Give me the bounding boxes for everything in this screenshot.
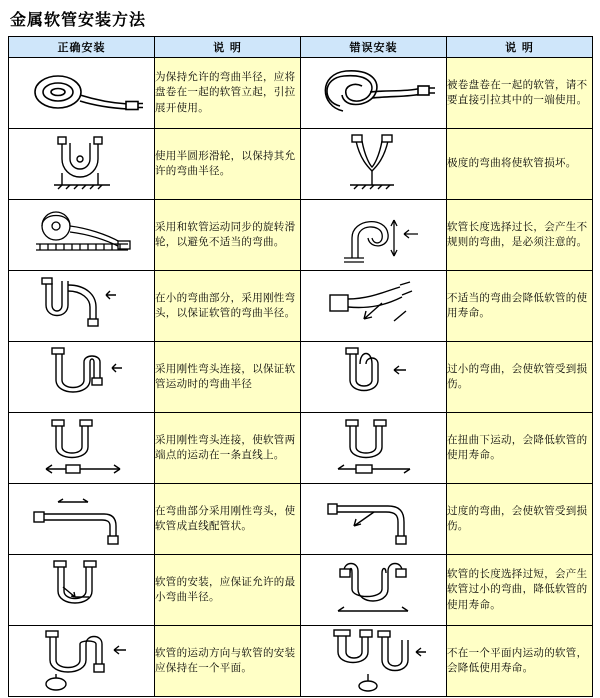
wrong-description: 软管的长度选择过短，会产生软管过小的弯曲，降低软管的使用寿命。 xyxy=(447,555,593,626)
out-of-plane-motion-icon xyxy=(301,626,447,697)
table-row xyxy=(9,58,593,129)
header-wrong-install: 错误安装 xyxy=(301,37,447,58)
wrong-description: 不适当的弯曲会降低软管的使用寿命。 xyxy=(447,271,593,342)
wrong-description: 被卷盘卷在一起的软管，请不要直接引拉其中的一端使用。 xyxy=(447,58,593,129)
correct-description: 软管的安装，应保证允许的最小弯曲半径。 xyxy=(155,555,301,626)
correct-description: 在弯曲部分采用刚性弯头，使软管成直线配管状。 xyxy=(155,484,301,555)
sharp-bend-hose-icon xyxy=(301,129,447,200)
wrong-description: 极度的弯曲将使软管损坏。 xyxy=(447,129,593,200)
wrong-description: 不在一个平面内运动的软管，会降低使用寿命。 xyxy=(447,626,593,697)
correct-description: 采用和软管运动同步的旋转滑轮，以避免不适当的弯曲。 xyxy=(155,200,301,271)
wrong-description: 过度的弯曲，会使软管受到损伤。 xyxy=(447,484,593,555)
straight-pipe-elbow-icon xyxy=(9,484,155,555)
correct-description: 采用刚性弯头连接，使软管两端点的运动在一条直线上。 xyxy=(155,413,301,484)
correct-description: 为保持允许的弯曲半径，应将盘卷在一起的软管立起，引拉展开使用。 xyxy=(155,58,301,129)
rigid-elbow-connection-icon xyxy=(9,342,155,413)
hose-installation-table xyxy=(8,36,593,697)
same-plane-motion-icon xyxy=(9,626,155,697)
correct-description: 软管的运动方向与软管的安装应保持在一个平面。 xyxy=(155,626,301,697)
rigid-elbow-small-bend-icon xyxy=(9,271,155,342)
short-length-bend-icon xyxy=(301,555,447,626)
table-row xyxy=(9,413,593,484)
improper-bend-icon xyxy=(301,271,447,342)
wrong-description: 在扭曲下运动，会降低软管的使用寿命。 xyxy=(447,413,593,484)
wrong-description: 过小的弯曲，会使软管受到损伤。 xyxy=(447,342,593,413)
wrong-description: 软管长度选择过长，会产生不规则的弯曲，是必须注意的。 xyxy=(447,200,593,271)
tight-bend-icon xyxy=(301,342,447,413)
rotating-sheave-chain-icon xyxy=(9,200,155,271)
header-wrong-desc: 说 明 xyxy=(447,37,593,58)
semicircular-sheave-icon xyxy=(9,129,155,200)
table-row xyxy=(9,555,593,626)
table-row xyxy=(9,271,593,342)
page-title: 金属软管安装方法 xyxy=(10,10,147,29)
tangled-coil-hose-icon xyxy=(301,58,447,129)
correct-description: 采用刚性弯头连接，以保证软管运动时的弯曲半径 xyxy=(155,342,301,413)
header-correct-desc: 说 明 xyxy=(155,37,301,58)
table-row xyxy=(9,484,593,555)
correct-description: 在小的弯曲部分，采用刚性弯头，以保证软管的弯曲半径。 xyxy=(155,271,301,342)
excessive-bend-icon xyxy=(301,484,447,555)
table-row xyxy=(9,342,593,413)
header-correct-install: 正确安装 xyxy=(9,37,155,58)
coiled-hose-icon xyxy=(9,58,155,129)
table-row xyxy=(9,200,593,271)
table-row xyxy=(9,129,593,200)
min-bend-radius-icon xyxy=(9,555,155,626)
table-header-row xyxy=(9,37,593,58)
twisted-bend-icon xyxy=(301,413,447,484)
straight-line-elbow-icon xyxy=(9,413,155,484)
correct-description: 使用半圆形滑轮，以保持其允许的弯曲半径。 xyxy=(155,129,301,200)
table-row xyxy=(9,626,593,697)
long-hose-loop-icon xyxy=(301,200,447,271)
